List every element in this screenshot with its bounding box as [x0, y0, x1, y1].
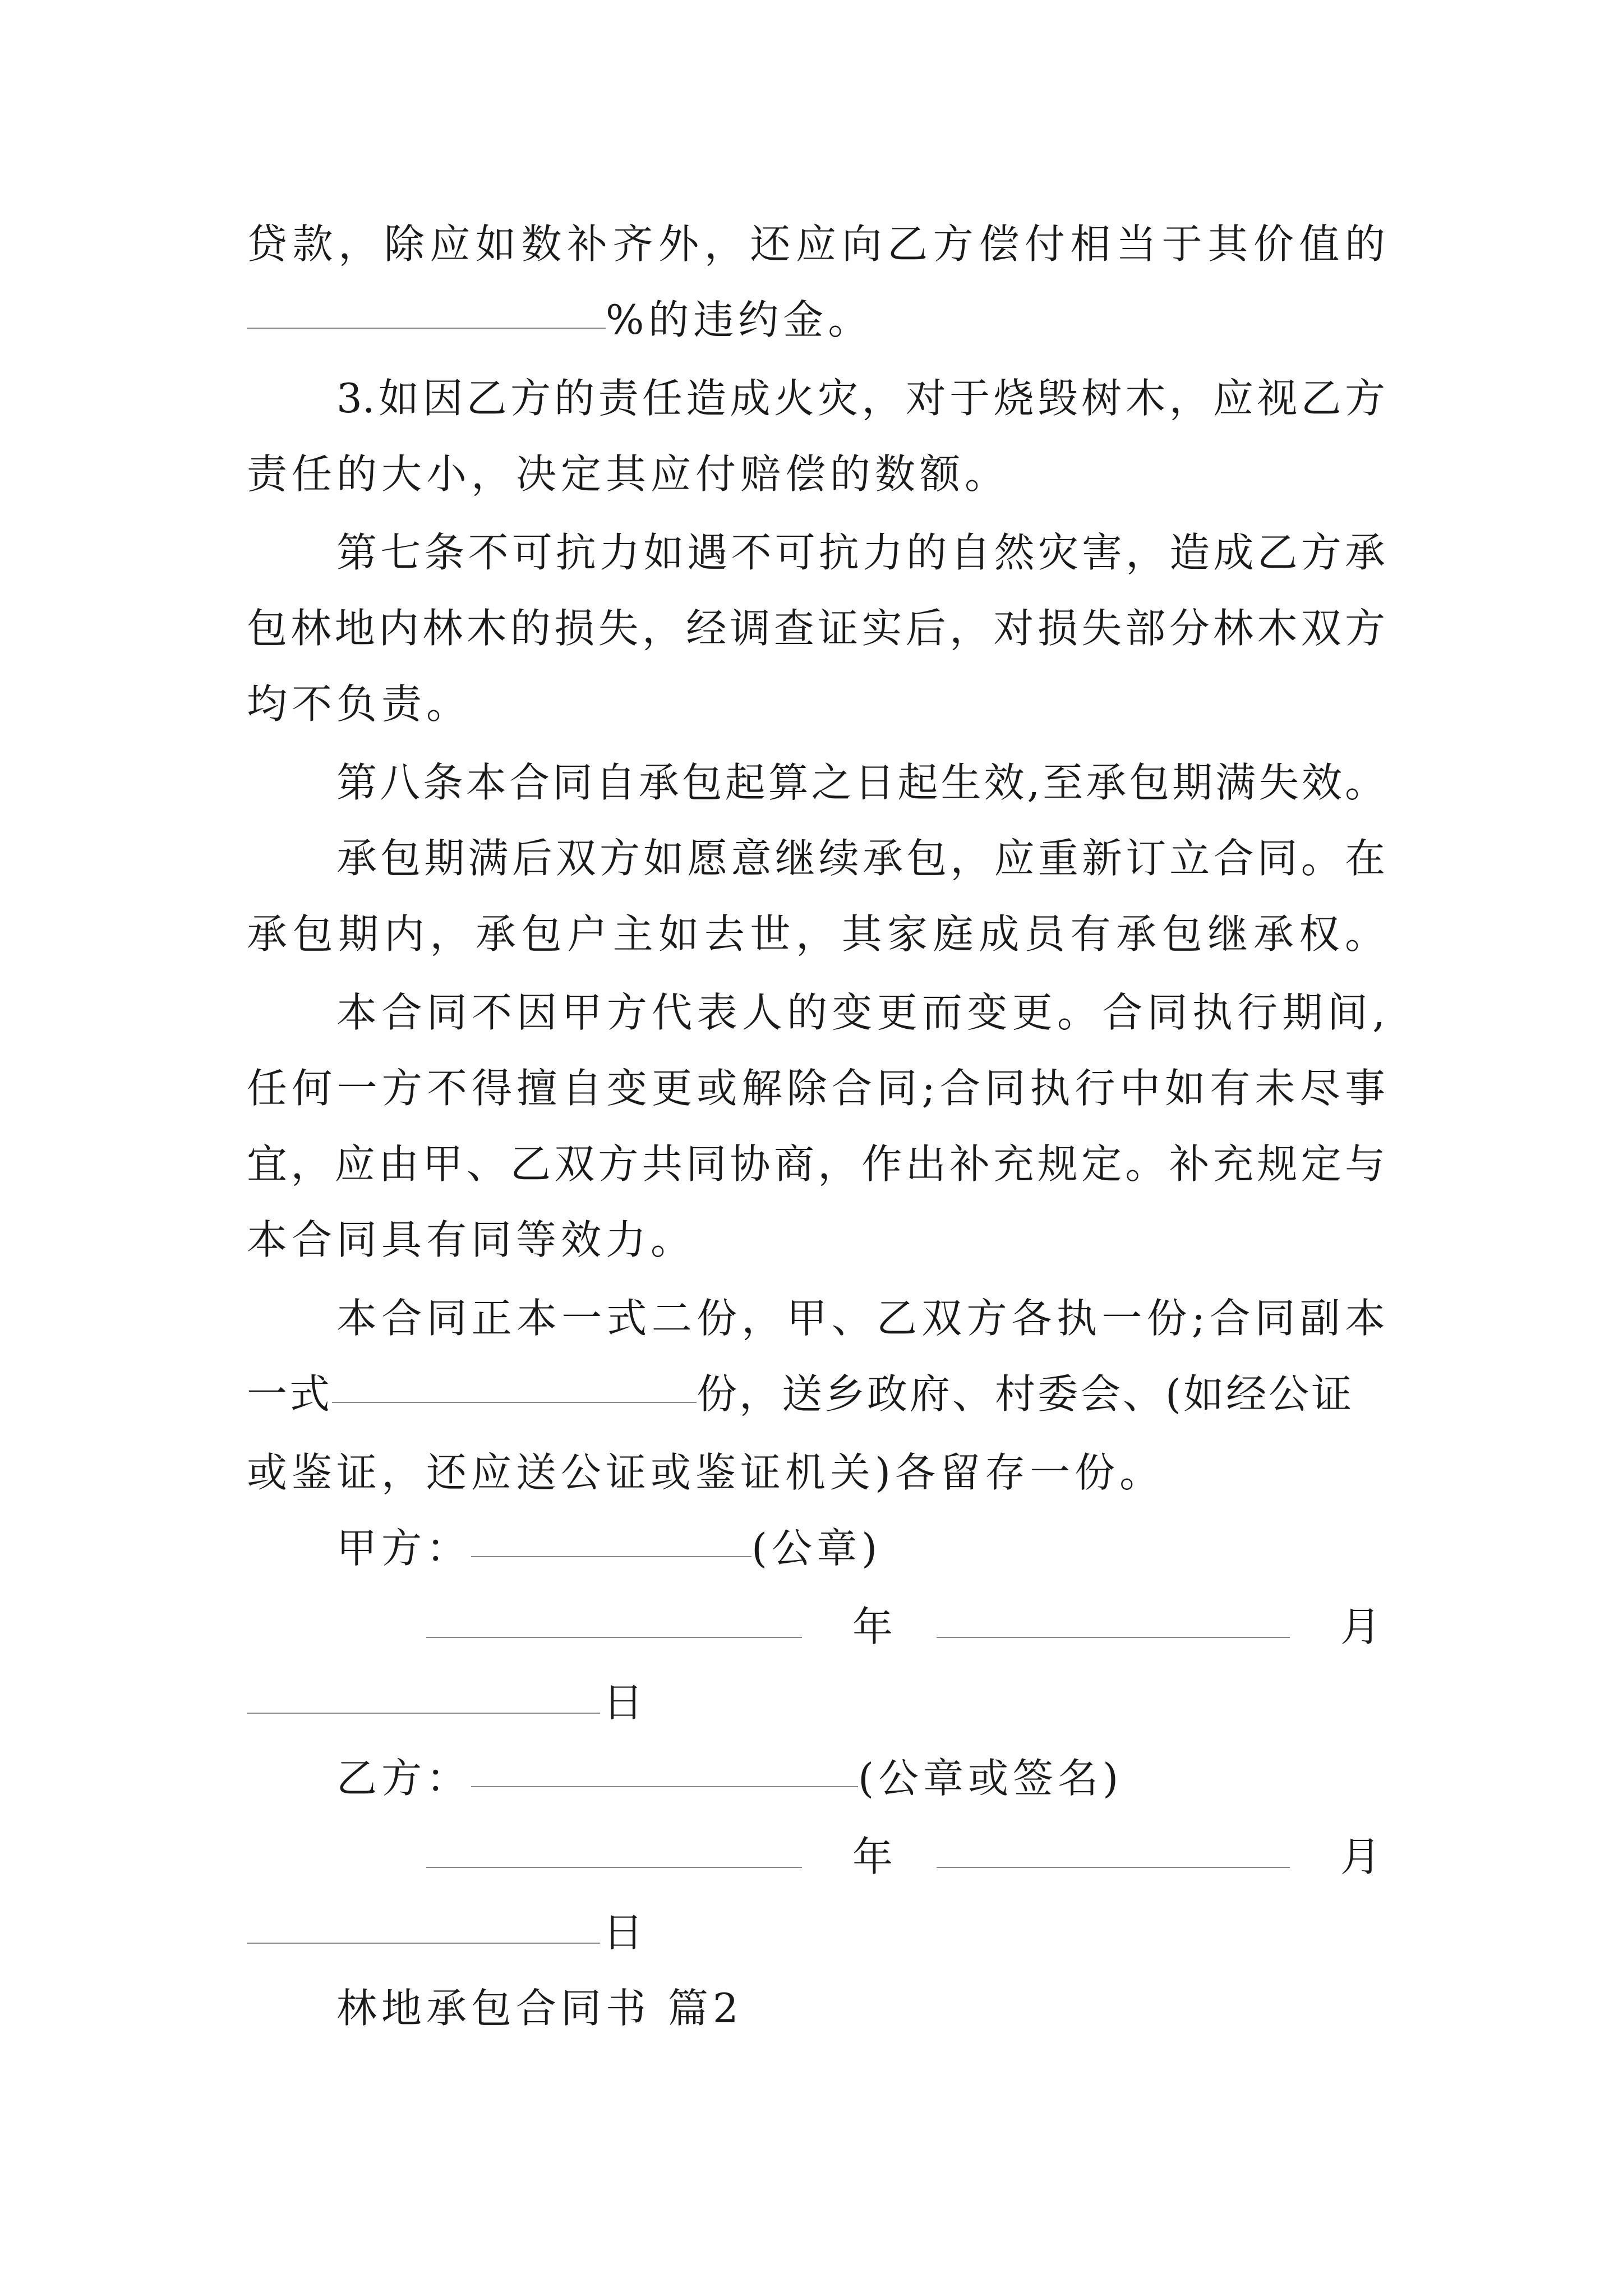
paragraph-line: [247, 280, 1385, 359]
day-blank: [247, 1663, 600, 1714]
year-label: 年: [852, 1603, 893, 1650]
paragraph-line: 第七条不可抗力如遇不可抗力的自然灾害，造成乙方承: [336, 529, 1385, 576]
paragraph-line: 或鉴证，还应送公证或鉴证机关)各留存一份。: [247, 1449, 1165, 1496]
day-label: 日: [603, 1909, 644, 1956]
penalty-text: %的违约金。: [606, 296, 873, 343]
paragraph-line: 本合同正本一式二份，甲、乙双方各执一份;合同副本: [336, 1295, 1385, 1342]
paragraph-line: 本合同具有同等效力。: [247, 1216, 696, 1263]
party-a-label: 甲方：: [336, 1525, 472, 1572]
paragraph-line: 责任的大小，决定其应付赔偿的数额。: [247, 450, 1010, 498]
paragraph-line: 本合同不因甲方代表人的变更而变更。合同执行期间,: [336, 989, 1385, 1036]
paragraph-line: [247, 1355, 1385, 1433]
day-label: 日: [603, 1679, 644, 1726]
year-label: 年: [852, 1833, 893, 1880]
party-b-blank: [471, 1739, 858, 1787]
party-b-line: [336, 1739, 1385, 1818]
copies-prefix: 一式: [247, 1370, 333, 1418]
month-label: 月: [1340, 1833, 1381, 1880]
party-b-label: 乙方：: [336, 1755, 472, 1802]
paragraph-line: 均不负责。: [247, 680, 472, 728]
party-a-line: [336, 1509, 1385, 1588]
section-title: 林地承包合同书 篇2: [336, 1985, 743, 2032]
paragraph-line: 承包期满后双方如愿意继续承包，应重新订立合同。在: [336, 835, 1385, 882]
year-blank: [426, 1588, 802, 1638]
paragraph-line: 任何一方不得擅自变更或解除合同;合同执行中如有未尽事: [247, 1065, 1385, 1112]
paragraph-line: 3.如因乙方的责任造成火灾，对于烧毁树木，应视乙方: [336, 375, 1385, 422]
paragraph-line: 包林地内林木的损失，经调查证实后，对损失部分林木双方: [247, 605, 1385, 652]
paragraph-line: 宜，应由甲、乙双方共同协商，作出补充规定。补充规定与: [247, 1140, 1385, 1188]
month-blank: [937, 1818, 1290, 1868]
fill-in-blank: [332, 1355, 697, 1403]
month-label: 月: [1340, 1603, 1381, 1650]
day-blank: [247, 1893, 600, 1944]
fill-in-blank: [247, 280, 606, 329]
party-a-suffix: (公章): [751, 1525, 882, 1572]
paragraph-line: 第八条本合同自承包起算之日起生效,至承包期满失效。: [336, 759, 1385, 806]
party-b-suffix: (公章或签名): [858, 1755, 1123, 1802]
copies-suffix: 份，送乡政府、村委会、(如经公证: [697, 1370, 1354, 1418]
party-a-blank: [471, 1509, 751, 1557]
paragraph-line: 贷款，除应如数补齐外，还应向乙方偿付相当于其价值的: [247, 220, 1385, 268]
year-blank: [426, 1818, 802, 1868]
paragraph-line: 承包期内，承包户主如去世，其家庭成员有承包继承权。: [247, 910, 1385, 958]
month-blank: [937, 1588, 1290, 1638]
